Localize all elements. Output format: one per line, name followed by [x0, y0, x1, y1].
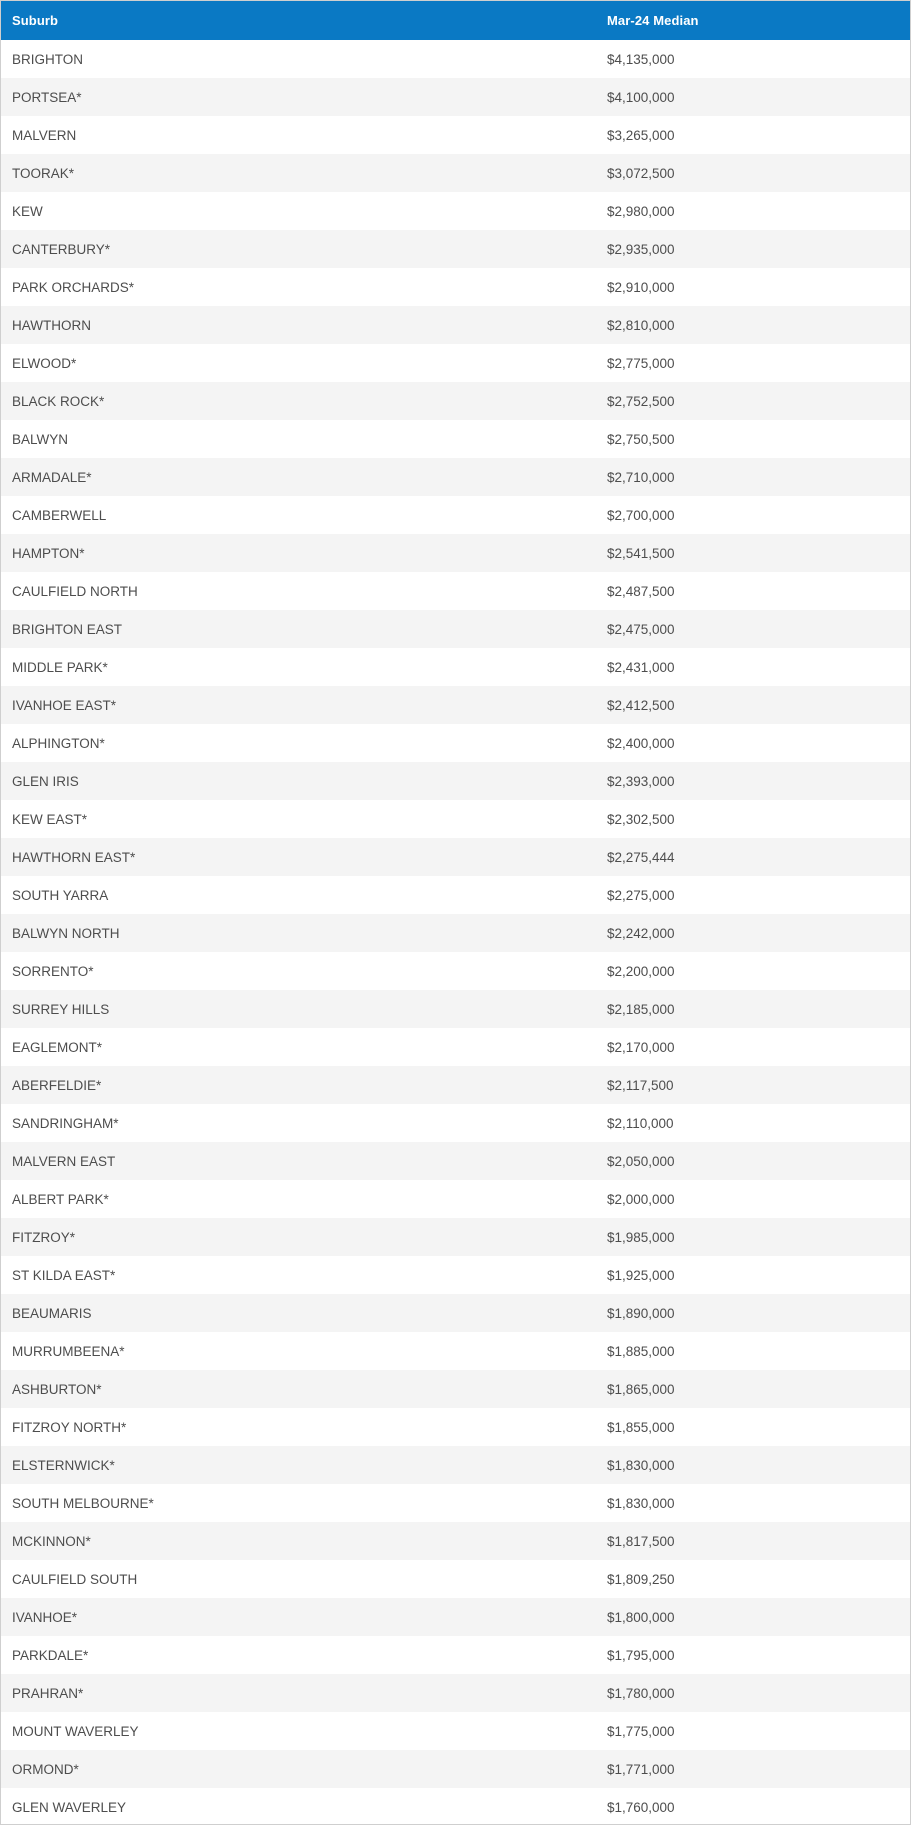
suburb-cell: BEAUMARIS [12, 1305, 92, 1321]
suburb-cell: EAGLEMONT* [12, 1039, 103, 1055]
table-row [1, 192, 910, 230]
median-price-cell: $1,817,500 [607, 1533, 675, 1549]
median-price-cell: $1,830,000 [607, 1495, 675, 1511]
median-price-cell: $4,135,000 [607, 51, 675, 67]
suburb-cell: ORMOND* [12, 1761, 79, 1777]
median-price-cell: $2,431,000 [607, 659, 675, 675]
suburb-cell: HAWTHORN EAST* [12, 849, 136, 865]
table-row [1, 1560, 910, 1598]
table-row [1, 40, 910, 78]
table-row [1, 1028, 910, 1066]
median-price-cell: $1,795,000 [607, 1647, 675, 1663]
median-price-cell: $2,752,500 [607, 393, 675, 409]
median-price-cell: $2,980,000 [607, 203, 675, 219]
suburb-cell: KEW [12, 203, 43, 219]
suburb-cell: ELSTERNWICK* [12, 1457, 115, 1473]
suburb-cell: MOUNT WAVERLEY [12, 1723, 139, 1739]
table-row [1, 496, 910, 534]
median-price-cell: $2,700,000 [607, 507, 675, 523]
table-row [1, 458, 910, 496]
median-price-cell: $1,771,000 [607, 1761, 675, 1777]
suburb-cell: PARK ORCHARDS* [12, 279, 135, 295]
suburb-cell: MALVERN [12, 127, 77, 143]
table-row [1, 610, 910, 648]
table-row [1, 1104, 910, 1142]
median-price-cell: $1,800,000 [607, 1609, 675, 1625]
table-row [1, 1636, 910, 1674]
table-row [1, 648, 910, 686]
table-row [1, 1522, 910, 1560]
table-row [1, 268, 910, 306]
header-row [1, 1, 910, 40]
table-row [1, 382, 910, 420]
table-row [1, 1142, 910, 1180]
suburb-cell: IVANHOE EAST* [12, 697, 117, 713]
table-row [1, 1370, 910, 1408]
suburb-cell: CAMBERWELL [12, 507, 107, 523]
suburb-cell: ALPHINGTON* [12, 735, 105, 751]
table-row [1, 952, 910, 990]
table-row [1, 1408, 910, 1446]
median-price-cell: $3,072,500 [607, 165, 675, 181]
median-price-cell: $2,000,000 [607, 1191, 675, 1207]
table-row [1, 1712, 910, 1750]
median-price-cell: $2,935,000 [607, 241, 675, 257]
table-row [1, 78, 910, 116]
median-price-cell: $1,855,000 [607, 1419, 675, 1435]
table-row [1, 344, 910, 382]
median-price-cell: $2,242,000 [607, 925, 675, 941]
suburb-cell: CANTERBURY* [12, 241, 111, 257]
table-row [1, 420, 910, 458]
suburb-cell: KEW EAST* [12, 811, 88, 827]
suburb-cell: IVANHOE* [12, 1609, 78, 1625]
suburb-cell: HAWTHORN [12, 317, 91, 333]
table-row [1, 154, 910, 192]
suburb-cell: MIDDLE PARK* [12, 659, 108, 675]
suburb-cell: BLACK ROCK* [12, 393, 105, 409]
table-row [1, 990, 910, 1028]
median-price-cell: $2,487,500 [607, 583, 675, 599]
median-price-cell: $2,475,000 [607, 621, 675, 637]
median-price-cell: $4,100,000 [607, 89, 675, 105]
suburb-cell: PRAHRAN* [12, 1685, 84, 1701]
median-price-cell: $2,275,444 [607, 849, 675, 865]
table-row [1, 762, 910, 800]
median-price-cell: $2,185,000 [607, 1001, 675, 1017]
median-price-cell: $2,170,000 [607, 1039, 675, 1055]
suburb-cell: CAULFIELD NORTH [12, 583, 138, 599]
table-row [1, 1750, 910, 1788]
table-row [1, 1218, 910, 1256]
suburb-cell: GLEN WAVERLEY [12, 1799, 127, 1815]
table-row [1, 724, 910, 762]
suburb-cell: SANDRINGHAM* [12, 1115, 119, 1131]
table-row [1, 876, 910, 914]
median-price-cell: $1,775,000 [607, 1723, 675, 1739]
suburb-cell: SOUTH YARRA [12, 887, 109, 903]
median-price-cell: $2,117,500 [607, 1077, 674, 1093]
median-price-cell: $2,302,500 [607, 811, 675, 827]
table-row [1, 1180, 910, 1218]
suburb-cell: BRIGHTON EAST [12, 621, 123, 637]
table-row [1, 572, 910, 610]
median-price-cell: $1,865,000 [607, 1381, 675, 1397]
table-body [1, 40, 910, 1825]
median-price-cell: $1,830,000 [607, 1457, 675, 1473]
table-row [1, 800, 910, 838]
median-price-cell: $2,775,000 [607, 355, 675, 371]
table-row [1, 116, 910, 154]
suburb-cell: ST KILDA EAST* [12, 1267, 116, 1283]
table-row [1, 914, 910, 952]
median-price-cell: $2,400,000 [607, 735, 675, 751]
suburb-cell: BRIGHTON [12, 51, 84, 67]
suburb-cell: FITZROY* [12, 1229, 75, 1245]
suburb-cell: HAMPTON* [12, 545, 85, 561]
column-header-suburb: Suburb [12, 13, 59, 28]
suburb-cell: ELWOOD* [12, 355, 77, 371]
table-row [1, 534, 910, 572]
median-price-cell: $1,890,000 [607, 1305, 675, 1321]
suburb-cell: MURRUMBEENA* [12, 1343, 125, 1359]
suburb-cell: PORTSEA* [12, 89, 82, 105]
median-price-cell: $1,885,000 [607, 1343, 675, 1359]
table-row [1, 1066, 910, 1104]
suburb-cell: ABERFELDIE* [12, 1077, 102, 1093]
median-price-cell: $2,050,000 [607, 1153, 675, 1169]
table-row [1, 838, 910, 876]
median-price-cell: $2,110,000 [607, 1115, 674, 1131]
median-price-cell: $1,925,000 [607, 1267, 675, 1283]
median-price-cell: $1,780,000 [607, 1685, 675, 1701]
table-row [1, 306, 910, 344]
suburb-cell: SOUTH MELBOURNE* [12, 1495, 154, 1511]
median-price-cell: $1,760,000 [607, 1799, 675, 1815]
median-price-table [1, 1, 910, 1825]
median-price-cell: $1,809,250 [607, 1571, 675, 1587]
median-price-cell: $2,541,500 [607, 545, 675, 561]
table-row [1, 1674, 910, 1712]
table-header [1, 1, 910, 40]
suburb-cell: SORRENTO* [12, 963, 94, 979]
median-price-cell: $2,710,000 [607, 469, 675, 485]
table-row [1, 1484, 910, 1522]
suburb-cell: ALBERT PARK* [12, 1191, 109, 1207]
median-price-cell: $2,200,000 [607, 963, 675, 979]
median-price-cell: $2,275,000 [607, 887, 675, 903]
table-row [1, 1788, 910, 1825]
suburb-cell: FITZROY NORTH* [12, 1419, 127, 1435]
median-price-cell: $2,810,000 [607, 317, 675, 333]
suburb-cell: TOORAK* [12, 165, 75, 181]
suburb-cell: CAULFIELD SOUTH [12, 1571, 138, 1587]
suburb-cell: MCKINNON* [12, 1533, 91, 1549]
suburb-cell: SURREY HILLS [12, 1001, 110, 1017]
table-row [1, 1446, 910, 1484]
suburb-cell: PARKDALE* [12, 1647, 89, 1663]
table-row [1, 686, 910, 724]
median-price-cell: $2,750,500 [607, 431, 675, 447]
median-price-cell: $1,985,000 [607, 1229, 675, 1245]
table-row [1, 1332, 910, 1370]
suburb-cell: BALWYN [12, 431, 69, 447]
suburb-cell: BALWYN NORTH [12, 925, 120, 941]
suburb-cell: MALVERN EAST [12, 1153, 116, 1169]
column-header-median: Mar-24 Median [607, 13, 699, 28]
table-row [1, 1256, 910, 1294]
table-row [1, 230, 910, 268]
median-price-cell: $2,910,000 [607, 279, 675, 295]
table-row [1, 1294, 910, 1332]
suburb-cell: GLEN IRIS [12, 773, 79, 789]
median-price-cell: $3,265,000 [607, 127, 675, 143]
suburb-cell: ARMADALE* [12, 469, 92, 485]
table-row [1, 1598, 910, 1636]
median-price-cell: $2,393,000 [607, 773, 675, 789]
suburb-cell: ASHBURTON* [12, 1381, 102, 1397]
median-price-cell: $2,412,500 [607, 697, 675, 713]
